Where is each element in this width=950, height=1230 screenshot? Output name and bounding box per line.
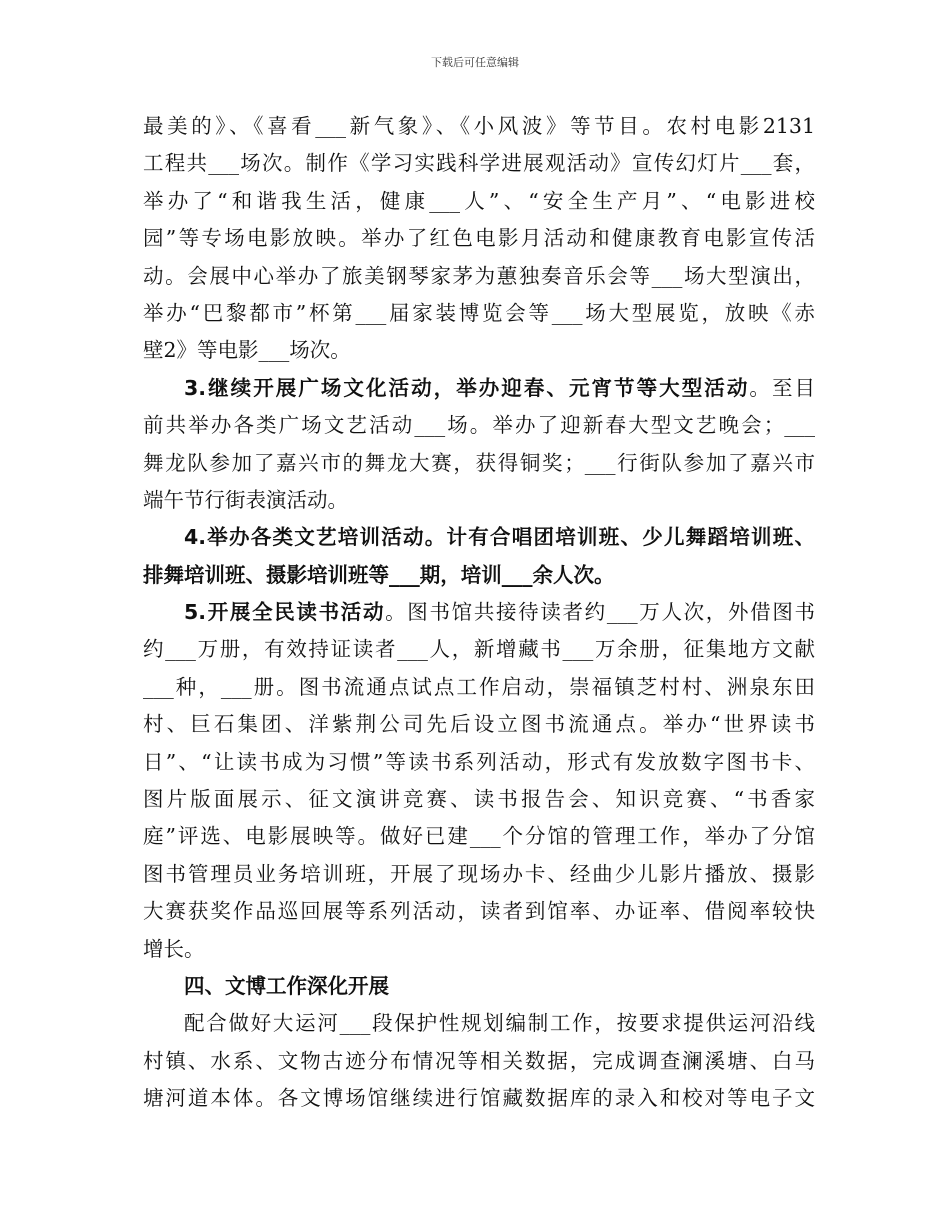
text-line: [143, 818, 815, 855]
line-text: 工程共___场次。制作《学习实践科学进展观活动》宣传幻灯片___套，: [143, 151, 815, 176]
bold-heading-text: 3.继续开展广场文化活动，举办迎春、元宵节等大型活动: [184, 375, 750, 400]
text-line: [143, 519, 815, 556]
text-line: [143, 968, 815, 1005]
line-text: 大赛获奖作品巡回展等系列活动，读者到馆率、办证率、借阅率较快: [143, 899, 815, 924]
text-line: [143, 669, 815, 706]
line-text: 图片版面展示、征文演讲竞赛、读书报告会、知识竞赛、“书香家: [143, 787, 815, 812]
line-text: ___种，___册。图书流通点试点工作启动，崇福镇芝村村、洲泉东田: [143, 674, 815, 699]
line-text: 日”、“让读书成为习惯”等读书系列活动，形式有发放数字图书卡、: [143, 749, 815, 774]
line-text: 。图书馆共接待读者约___万人次，外借图书: [385, 600, 815, 625]
line-text: 最美的》、《喜看___新气象》、《小风波》等节目。农村电影2131: [143, 114, 815, 138]
bold-heading-text: 四、文博工作深化开展: [184, 973, 389, 998]
line-text: 村镇、水系、文物古迹分布情况等相关数据，完成调查澜溪塘、白马: [143, 1048, 815, 1073]
line-text: 园”等专场电影放映。举办了红色电影月活动和健康教育电影宣传活: [143, 226, 815, 251]
line-text: 图书管理员业务培训班，开展了现场办卡、经曲少儿影片播放、摄影: [143, 861, 815, 886]
line-text: 约___万册，有效持证读者___人，新增藏书___万余册，征集地方文献: [143, 637, 815, 662]
text-line: [143, 1043, 815, 1080]
document-body: [143, 108, 815, 1118]
page-header: 下载后可任意编辑: [431, 56, 519, 69]
line-text: 塘河道本体。各文博场馆继续进行馆藏数据库的录入和校对等电子文: [143, 1086, 815, 1111]
line-text: 增长。: [143, 936, 205, 961]
text-line: [143, 856, 815, 893]
text-line: [143, 1080, 815, 1117]
line-text: 举办“巴黎都市”杯第___届家装博览会等___场大型展览，放映《赤: [143, 300, 815, 325]
line-text: 庭”评选、电影展映等。做好已建___个分馆的管理工作，举办了分馆: [143, 824, 815, 849]
bold-heading-text: 排舞培训班、摄影培训班等___期，培训___余人次。: [143, 562, 615, 587]
text-line: [143, 893, 815, 930]
text-line: [143, 931, 815, 968]
text-line: [143, 631, 815, 668]
text-line: [143, 557, 815, 594]
line-text: 前共举办各类广场文艺活动___场。举办了迎新春大型文艺晚会；___: [143, 413, 815, 438]
text-line: [143, 781, 815, 818]
text-line: [143, 332, 815, 369]
text-line: [143, 744, 815, 781]
text-line: [143, 445, 815, 482]
text-line: [143, 407, 815, 444]
line-text: 村、巨石集团、洋紫荆公司先后设立图书流通点。举办“世界读书: [143, 712, 815, 737]
text-line: [143, 295, 815, 332]
text-line: [143, 594, 815, 631]
line-text: 配合做好大运河___段保护性规划编制工作，按要求提供运河沿线: [184, 1011, 815, 1036]
bold-heading-text: 5.开展全民读书活动: [184, 600, 386, 625]
line-text: 动。会展中心举办了旅美钢琴家茅为蕙独奏音乐会等___场大型演出，: [143, 263, 815, 288]
text-line: [143, 370, 815, 407]
text-line: [143, 1005, 815, 1042]
text-line: [143, 183, 815, 220]
line-text: 端午节行街表演活动。: [143, 487, 348, 512]
text-line: [143, 220, 815, 257]
line-text: 壁2》等电影___场次。: [143, 338, 351, 363]
text-line: [143, 258, 815, 295]
text-line: [143, 706, 815, 743]
line-text: 舞龙队参加了嘉兴市的舞龙大赛，获得铜奖；___行街队参加了嘉兴市: [143, 450, 815, 475]
line-text: 举办了“和谐我生活，健康___人”、“安全生产月”、“电影进校: [143, 188, 815, 213]
text-line: [143, 482, 815, 519]
bold-heading-text: 4.举办各类文艺培训活动。计有合唱团培训班、少儿舞蹈培训班、: [184, 525, 815, 550]
text-line: [143, 145, 815, 182]
line-text: 。至目: [749, 375, 815, 400]
text-line: [143, 108, 815, 145]
